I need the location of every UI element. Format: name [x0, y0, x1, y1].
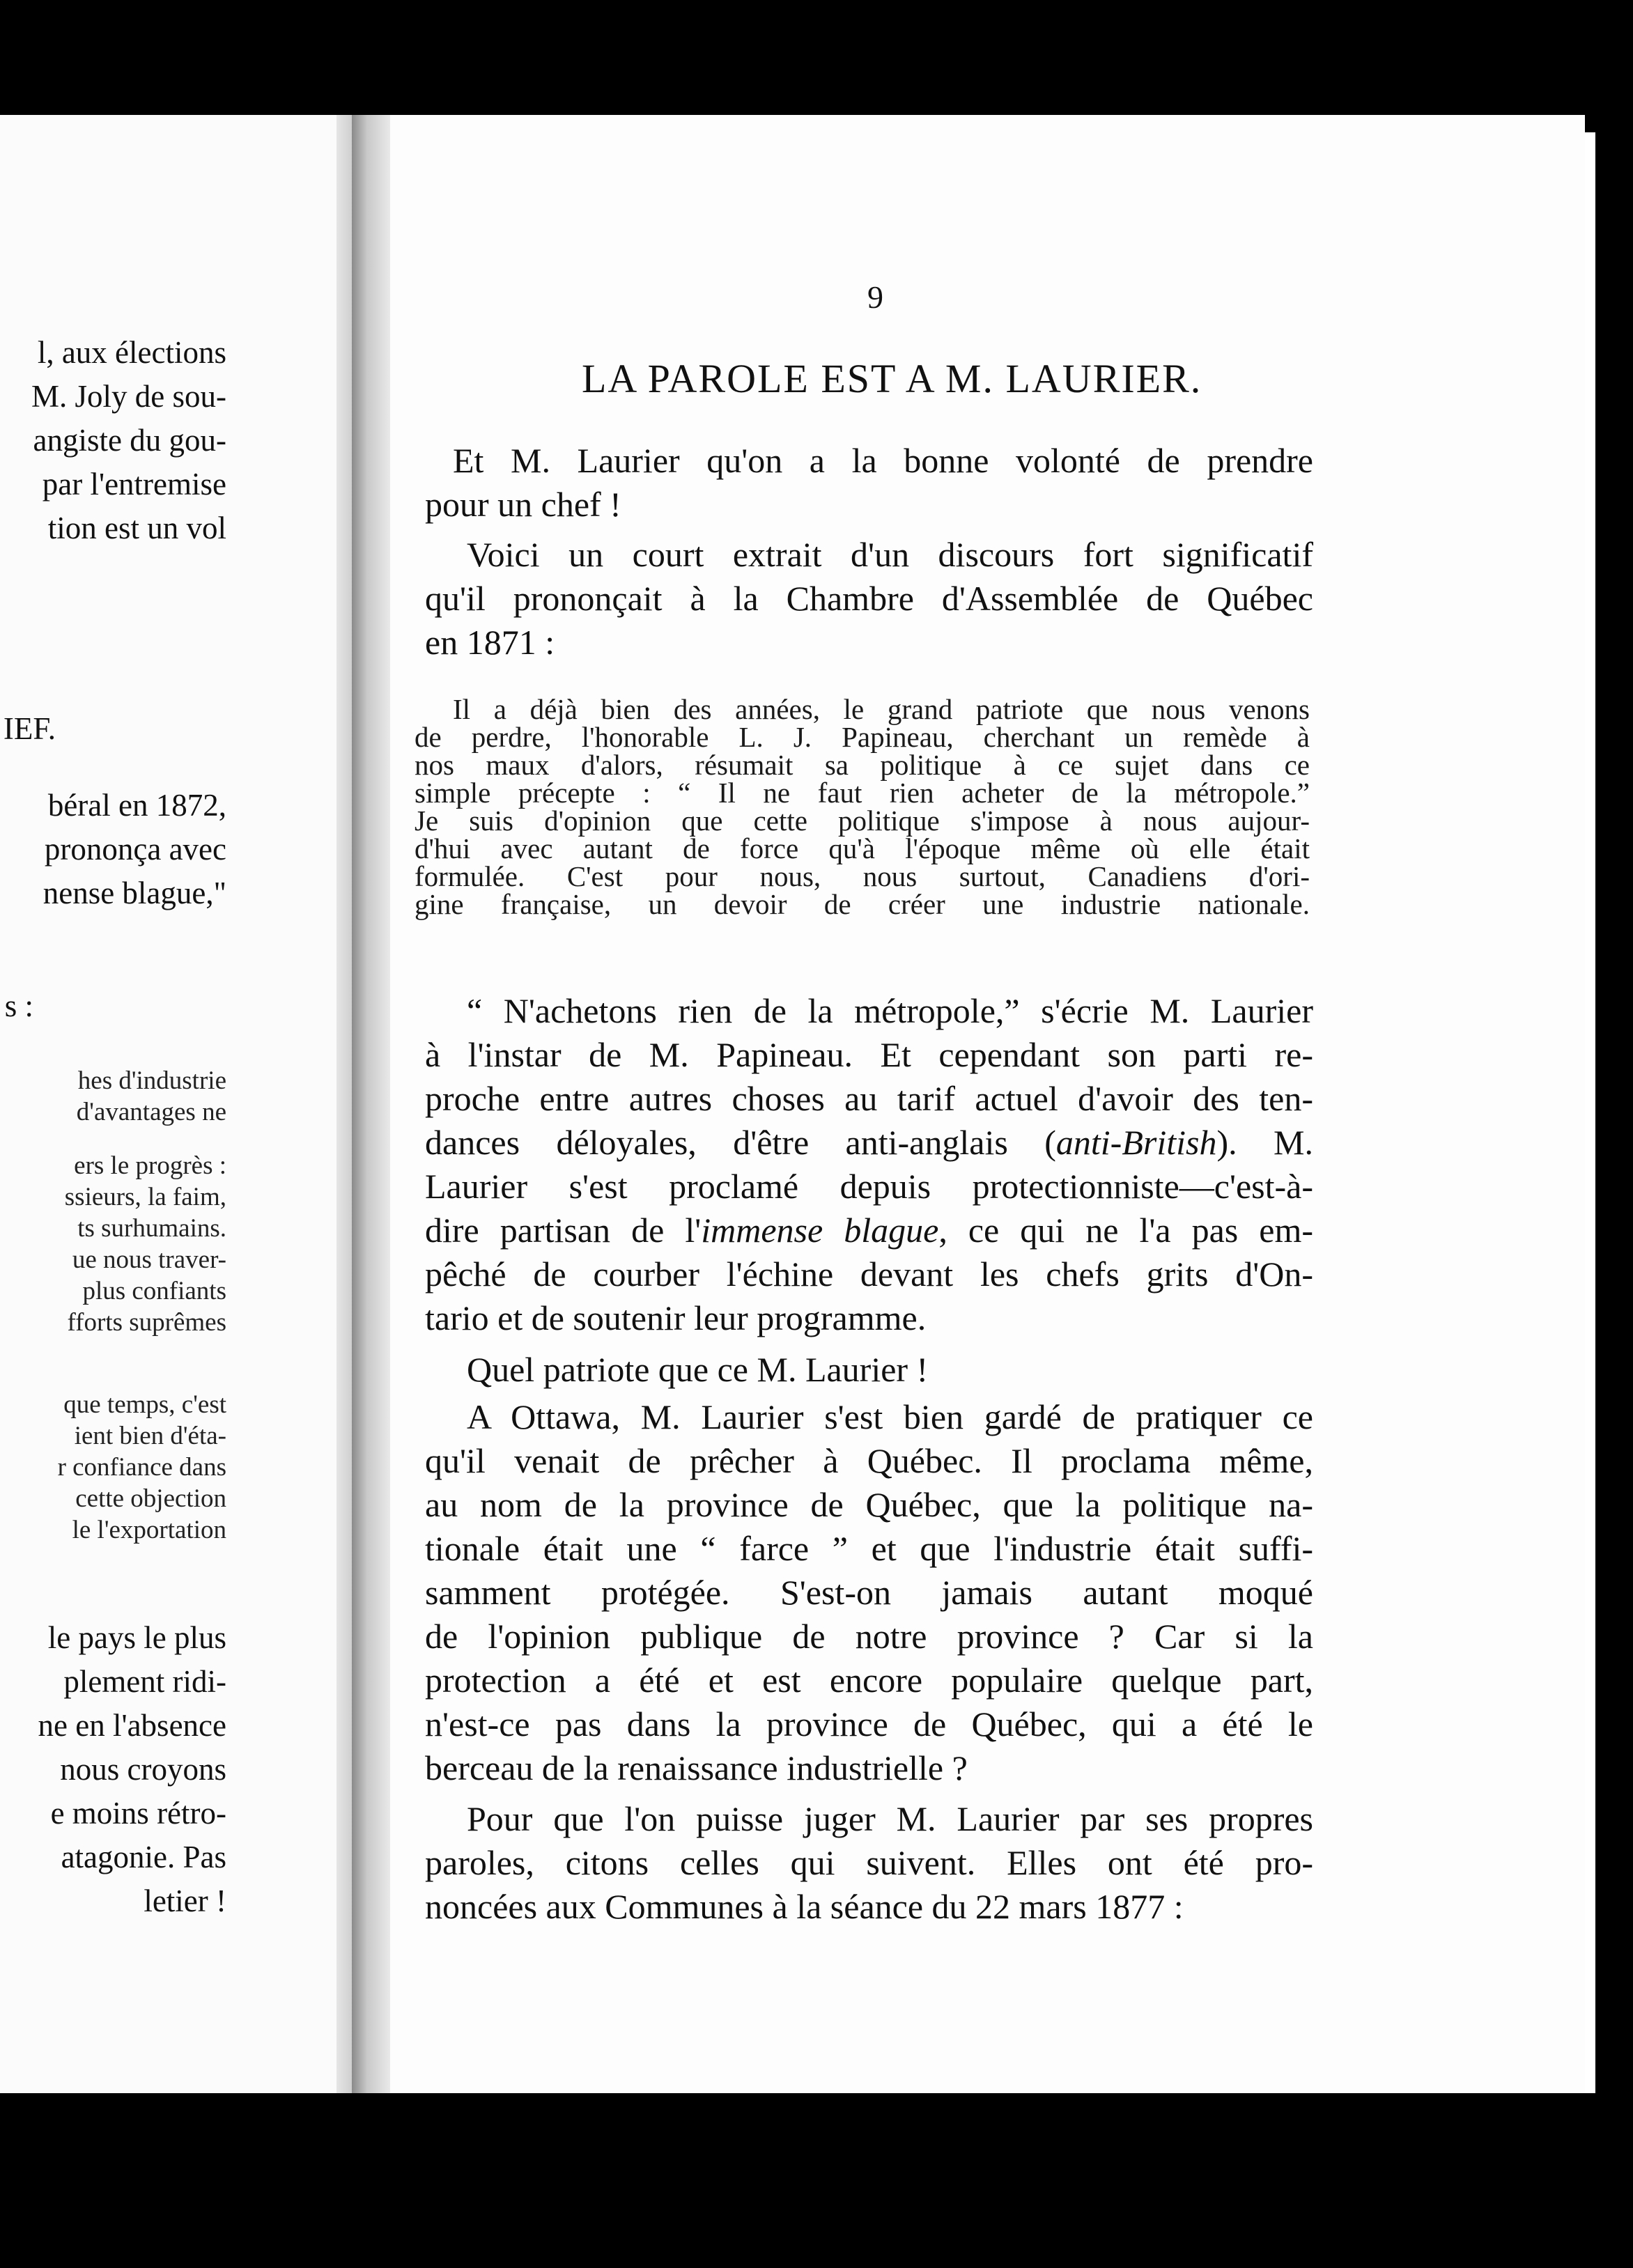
previous-page-line: ers le progrès : [74, 1151, 226, 1180]
paragraph-3 [425, 989, 1313, 1340]
text-line: qu'il venait de prêcher à Québec. Il proclama même, [425, 1441, 1313, 1480]
text-line [425, 1209, 1313, 1252]
text-run: dire partisan de l' [425, 1211, 702, 1250]
text-line: noncées aux Communes à la séance du 22 mars 1877 : [425, 1887, 1184, 1926]
previous-page-line: le pays le plus [47, 1620, 226, 1655]
text-line: qu'il prononçait à la Chambre d'Assemblée de Québec [425, 579, 1313, 618]
quote-line: gine française, un devoir de créer une industrie nationale. [415, 888, 1310, 920]
text-line: A Ottawa, M. Laurier s'est bien gardé de pratiquer ce [467, 1397, 1313, 1436]
text-line: de l'opinion publique de notre province ? Car si la [425, 1617, 1313, 1656]
paragraph-1 [425, 439, 1313, 527]
previous-page-line: hes d'industrie [77, 1066, 226, 1095]
previous-page-line: fforts suprêmes [67, 1308, 226, 1337]
previous-page-line: s : [4, 988, 33, 1023]
text-line: à l'instar de M. Papineau. Et cependant son parti re- [425, 1035, 1313, 1074]
page-spine-shadow [352, 115, 390, 2093]
quote-line: simple précepte : “ Il ne faut rien acheter de la métropole.” [415, 777, 1310, 809]
previous-page-line: M. Joly de sou- [31, 379, 226, 414]
previous-page-line: r confiance dans [57, 1453, 226, 1482]
quote-line: Je suis d'opinion que cette politique s'impose à nous aujour- [415, 805, 1310, 837]
text-line: Pour que l'on puisse juger M. Laurier par ses propres [467, 1799, 1313, 1838]
text-line: n'est-ce pas dans la province de Québec, qui a été le [425, 1704, 1313, 1743]
italic-text: immense blague [701, 1211, 939, 1250]
previous-page-line: ient bien d'éta- [74, 1422, 226, 1450]
section-heading: LA PAROLE EST A M. LAURIER. [582, 356, 1202, 401]
previous-page-line: plement ridi- [63, 1664, 226, 1699]
text-line: protection a été et est encore populaire quelque part, [425, 1661, 1313, 1700]
previous-page-line: angiste du gou- [33, 423, 226, 458]
paragraph-6 [425, 1797, 1313, 1929]
text-line: berceau de la renaissance industrielle ? [425, 1748, 968, 1787]
quote-line: formulée. C'est pour nous, nous surtout, Canadiens d'ori- [415, 860, 1310, 892]
text-line: paroles, citons celles qui suivent. Elles ont été pro- [425, 1843, 1313, 1882]
previous-page-line: ue nous traver- [72, 1245, 226, 1274]
quote-line: Il a déjà bien des années, le grand patriote que nous venons [453, 693, 1310, 725]
previous-page-line: d'avantages ne [76, 1098, 226, 1126]
previous-page-line: que temps, c'est [63, 1390, 226, 1419]
italic-text: anti-British [1055, 1123, 1217, 1162]
text-line [425, 1121, 1313, 1165]
previous-page-line: atagonie. Pas [61, 1840, 226, 1874]
previous-page-line: tion est un vol [47, 511, 226, 545]
previous-page-line: nense blague," [42, 876, 226, 910]
previous-page-line: ts surhumains. [77, 1214, 226, 1243]
text-line: “ N'achetons rien de la métropole,” s'écrie M. Laurier [467, 991, 1313, 1030]
text-line: au nom de la province de Québec, que la politique na- [425, 1485, 1313, 1524]
paragraph-4 [425, 1348, 1313, 1392]
text-run: , ce qui ne l'a pas em- [938, 1211, 1313, 1250]
text-line: Quel patriote que ce M. Laurier ! [467, 1350, 929, 1389]
text-line: en 1871 : [425, 623, 555, 662]
text-line: Laurier s'est proclamé depuis protectionniste—c'est-à- [425, 1167, 1313, 1206]
text-line: Et M. Laurier qu'on a la bonne volonté de prendre [453, 441, 1313, 480]
previous-page-line: prononça avec [44, 832, 226, 867]
previous-page-line: nous croyons [60, 1752, 226, 1787]
text-line: tario et de soutenir leur programme. [425, 1298, 927, 1337]
previous-page-line: béral en 1872, [47, 788, 226, 823]
text-line: samment protégée. S'est-on jamais autant moqué [425, 1573, 1313, 1612]
text-line: pêché de courber l'échine devant les chefs grits d'On- [425, 1255, 1313, 1294]
previous-page-line: IEF. [3, 711, 56, 746]
page-gutter [336, 115, 352, 2093]
block-quote [415, 695, 1310, 918]
previous-page-line: ssieurs, la faim, [64, 1183, 226, 1211]
previous-page-line: par l'entremise [42, 467, 226, 502]
text-line: tionale était une “ farce ” et que l'industrie était suffi- [425, 1529, 1313, 1568]
previous-page-line: le l'exportation [72, 1516, 226, 1544]
text-line: pour un chef ! [425, 485, 621, 524]
quote-line: de perdre, l'honorable L. J. Papineau, cherchant un remède à [415, 721, 1310, 753]
page-number: 9 [867, 279, 883, 315]
previous-page-line: letier ! [144, 1883, 226, 1918]
previous-page-line: cette objection [75, 1484, 226, 1513]
text-line: Voici un court extrait d'un discours fort significatif [467, 535, 1313, 574]
paragraph-5 [425, 1395, 1313, 1790]
text-run: ). M. [1216, 1123, 1313, 1162]
previous-page-line: l, aux élections [37, 335, 226, 370]
paragraph-2 [425, 533, 1313, 665]
text-line: proche entre autres choses au tarif actuel d'avoir des ten- [425, 1079, 1313, 1118]
quote-line: d'hui avec autant de force qu'à l'époque même où elle était [415, 832, 1310, 864]
previous-page-line: e moins rétro- [50, 1796, 226, 1831]
previous-page-line: ne en l'absence [38, 1708, 226, 1743]
previous-page-line: plus confiants [82, 1277, 226, 1305]
text-run: dances déloyales, d'être anti-anglais ( [425, 1123, 1056, 1162]
page-edge [1585, 132, 1595, 2093]
quote-line: nos maux d'alors, résumait sa politique à ce sujet dans ce [415, 749, 1310, 781]
